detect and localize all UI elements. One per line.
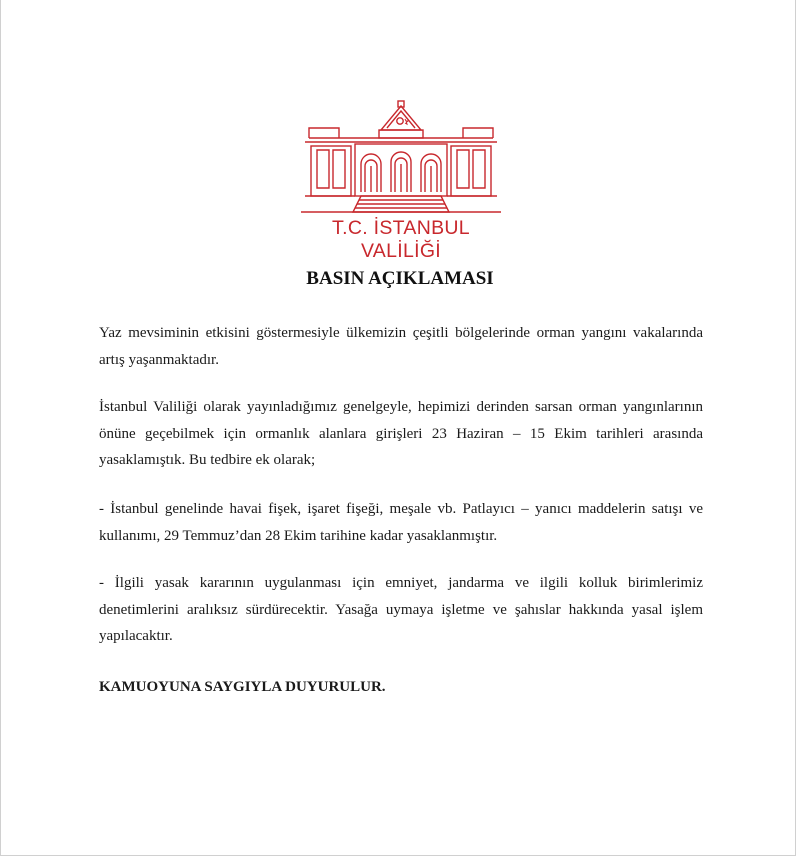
governorship-logo-text: T.C. İSTANBUL VALİLİĞİ <box>332 217 470 262</box>
paragraph-3: - İstanbul genelinde havai fişek, işaret fişeği, meşale vb. Patlayıcı – yanıcı maddelerin satışı ve kullanımı, 29 Temmuz’dan 28 Ekim tarihine kadar yasaklanmıştır. <box>99 501 703 544</box>
closing-statement: KAMUOYUNA SAYGIYLA DUYURULUR. <box>99 679 386 695</box>
document-title: BASIN AÇIKLAMASI <box>306 268 494 289</box>
governorship-logo <box>299 100 503 262</box>
governorship-building-icon <box>299 100 503 215</box>
paragraph-1: Yaz mevsiminin etkisini göstermesiyle ülkemizin çeşitli bölgelerinde orman yangını vakalarında artış yaşanmaktadır. <box>99 325 703 368</box>
paragraph-4: - İlgili yasak kararının uygulanması için emniyet, jandarma ve ilgili kolluk birimlerimiz denetimlerini aralıksız sürdürecektir. Yasağa uymaya işletme ve şahıslar hakkında yasal işlem yapılacaktır. <box>99 575 703 644</box>
paragraph-2: İstanbul Valiliği olarak yayınladığımız genelgeyle, hepimizi derinden sarsan orman yangınlarının önüne geçebilmek için ormanlık alanlara girişleri 23 Haziran – 15 Ekim tarihleri arasında yasaklamıştık. Bu tedbire ek olarak; <box>99 399 703 468</box>
